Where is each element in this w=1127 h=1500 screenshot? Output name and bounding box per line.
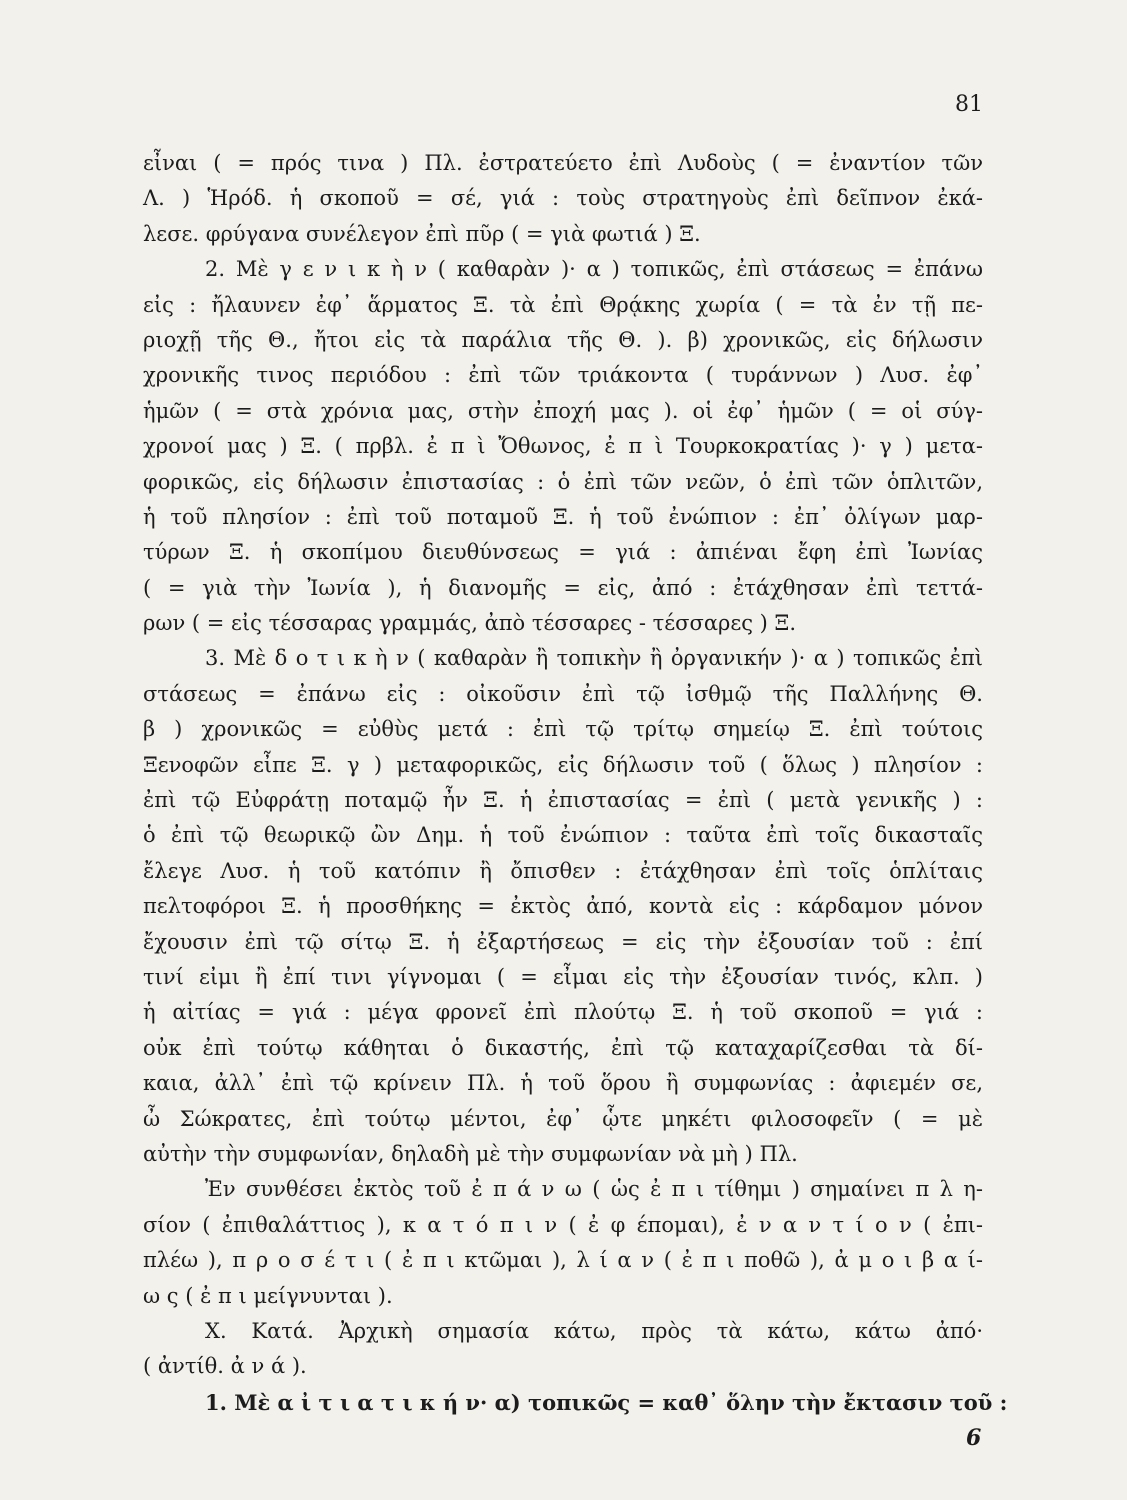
text-line: ἔχουσιν ἐπὶ τῷ σίτῳ Ξ. ἡ ἐξαρτήσεως = εἰς τὴν ἐξουσίαν τοῦ : ἐπί [143,929,983,954]
text-line: σίον ( ἐπιθαλάττιος ), κ α τ ό π ι ν ( ἐ φ έπομαι), ἐ ν α ν τ ί ο ν ( ἐπι- [143,1212,983,1237]
subsection-heading: 1. Μὲ α ἰ τ ι α τ ι κ ή ν· α) τοπικῶς = καθ᾽ ὅλην τὴν ἔκτασιν τοῦ : [205,1389,1008,1415]
text-line: λεσε. φρύγανα συνέλεγον ἐπὶ πῦρ ( = γιὰ φωτιά ) Ξ. [143,221,701,246]
text-line: ἡ αἰτίας = γιά : μέγα φρονεῖ ἐπὶ πλούτῳ Ξ. ἡ τοῦ σκοποῦ = γιά : [143,1000,983,1025]
text-line: χρονοί μας ) Ξ. ( πρβλ. ἐ π ὶ Ὄθωνος, ἐ π ὶ Τουρκοκρατίας )· γ ) μετα- [143,434,983,459]
text-line: ὦ Σώκρατες, ἐπὶ τούτῳ μέντοι, ἐφ᾽ ᾧτε μηκέτι φιλοσοφεῖν ( = μὲ [143,1106,983,1131]
text-line: Ἐν συνθέσει ἐκτὸς τοῦ ἐ π ά ν ω ( ὡς ἐ π ι τίθημι ) σημαίνει π λ η- [205,1177,983,1202]
text-line: β ) χρονικῶς = εὐθὺς μετά : ἐπὶ τῷ τρίτῳ σημείῳ Ξ. ἐπὶ τούτοις [143,717,983,742]
text-line: πελτοφόροι Ξ. ἡ προσθήκης = ἐκτὸς ἀπό, κοντὰ εἰς : κάρδαμον μόνον [143,894,983,919]
text-line: ( ἀντίθ. ἀ ν ά ). [143,1354,307,1379]
body-text [143,146,1008,1420]
text-line: Λ. ) Ἡρόδ. ἡ σκοποῦ = σέ, γιά : τοὺς στρατηγοὺς ἐπὶ δεῖπνον ἐκά- [143,186,983,211]
text-line: τινί εἰμι ἢ ἐπί τινι γίγνομαι ( = εἶμαι εἰς τὴν ἐξουσίαν τινός, κλπ. ) [143,964,983,989]
text-line: ἡμῶν ( = στὰ χρόνια μας, στὴν ἐποχή μας ). οἱ ἐφ᾽ ἡμῶν ( = οἱ σύγ- [143,398,983,423]
text-line: στάσεως = ἐπάνω εἰς : οἰκοῦσιν ἐπὶ τῷ ἰσθμῷ τῆς Παλλήνης Θ. [143,681,983,706]
text-line: ρων ( = εἰς τέσσαρας γραμμάς, ἀπὸ τέσσαρες - τέσσαρες ) Ξ. [143,611,796,636]
page-number: 81 [955,92,983,117]
text-line: 3. Μὲ δ ο τ ι κ ὴ ν ( καθαρὰν ἢ τοπικὴν ἢ ὀργανικήν )· α ) τοπικῶς ἐπὶ [205,646,983,671]
text-line: εἰς : ἤλαυνεν ἐφ᾽ ἅρματος Ξ. τὰ ἐπὶ Θρᾴκης χωρία ( = τὰ ἐν τῇ πε- [143,292,983,317]
text-line: τύρων Ξ. ἡ σκοπίμου διευθύνσεως = γιά : ἀπιέναι ἔφη ἐπὶ Ἰωνίας [143,540,983,565]
text-line: εἶναι ( = πρός τινα ) Πλ. ἐστρατεύετο ἐπὶ Λυδοὺς ( = ἐναντίον τῶν [143,151,983,175]
text-line: φορικῶς, εἰς δήλωσιν ἐπιστασίας : ὁ ἐπὶ τῶν νεῶν, ὁ ἐπὶ τῶν ὁπλιτῶν, [143,469,983,494]
section-heading: Χ. Κατά. Ἀρχικὴ σημασία κάτω, πρὸς τὰ κάτω, κάτω ἀπό· [205,1318,983,1343]
text-line: Ξενοφῶν εἶπε Ξ. γ ) μεταφορικῶς, εἰς δήλωσιν τοῦ ( ὅλως ) πλησίον : [143,752,983,777]
text-line: ἡ τοῦ πλησίον : ἐπὶ τοῦ ποταμοῦ Ξ. ἡ τοῦ ἐνώπιον : ἐπ᾽ ὀλίγων μαρ- [143,504,983,529]
printer-signature: 6 [966,1425,982,1451]
text-line: ἐπὶ τῷ Εὐφράτῃ ποταμῷ ἦν Ξ. ἡ ἐπιστασίας = ἐπὶ ( μετὰ γενικῆς ) : [143,788,983,813]
text-line: αὐτὴν τὴν συμφωνίαν, δηλαδὴ μὲ τὴν συμφωνίαν νὰ μὴ ) Πλ. [143,1141,798,1166]
text-line: 2. Μὲ γ ε ν ι κ ὴ ν ( καθαρὰν )· α ) τοπικῶς, ἐπὶ στάσεως = ἐπάνω [205,257,983,282]
text-line: ὁ ἐπὶ τῷ θεωρικῷ ὢν Δημ. ἡ τοῦ ἐνώπιον : ταῦτα ἐπὶ τοῖς δικασταῖς [143,823,983,848]
text-line: ( = γιὰ τὴν Ἰωνία ), ἡ διανομῆς = εἰς, ἀπό : ἐτάχθησαν ἐπὶ τεττά- [143,575,983,600]
text-line: χρονικῆς τινος περιόδου : ἐπὶ τῶν τριάκοντα ( τυράννων ) Λυσ. ἐφ᾽ [143,363,983,388]
text-line: οὐκ ἐπὶ τούτῳ κάθηται ὁ δικαστής, ἐπὶ τῷ καταχαρίζεσθαι τὰ δί- [143,1035,983,1060]
text-line: ω ς ( ἐ π ι μείγνυνται ). [143,1283,393,1308]
text-line: ριοχῇ τῆς Θ., ἤτοι εἰς τὰ παράλια τῆς Θ. ). β) χρονικῶς, εἰς δήλωσιν [143,327,983,352]
text-line: ἔλεγε Λυσ. ἡ τοῦ κατόπιν ἢ ὄπισθεν : ἐτάχθησαν ἐπὶ τοῖς ὁπλίταις [143,858,983,883]
text-line: καια, ἀλλ᾽ ἐπὶ τῷ κρίνειν Πλ. ἡ τοῦ ὅρου ἢ συμφωνίας : ἀφιεμέν σε, [143,1071,983,1096]
text-line: πλέω ), π ρ ο σ έ τ ι ( ἐ π ι κτῶμαι ), λ ί α ν ( ἐ π ι ποθῶ ), ἀ μ ο ι β α ί- [143,1248,983,1273]
